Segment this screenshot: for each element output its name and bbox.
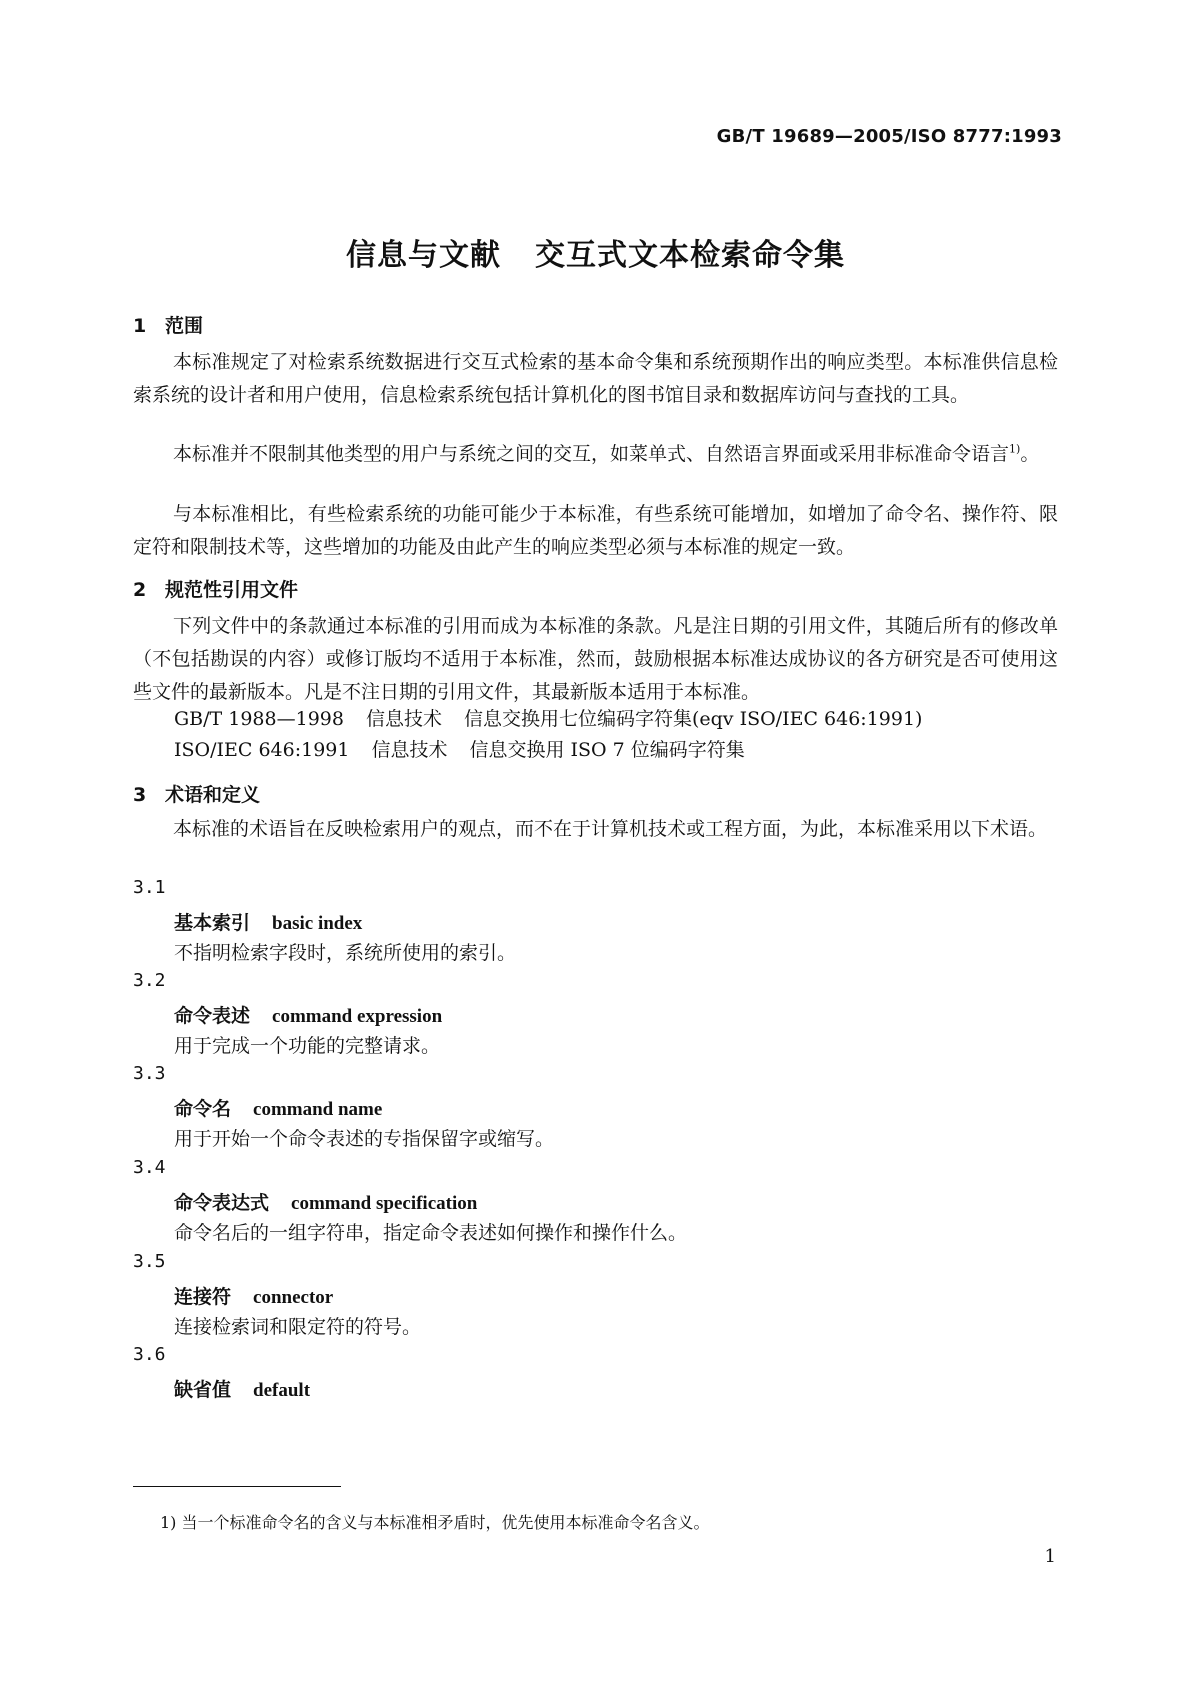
- section-title: 术语和定义: [165, 784, 261, 806]
- reference-field: 信息技术: [371, 739, 448, 761]
- paragraph-scope-3: 与本标准相比，有些检索系统的功能可能少于本标准，有些系统可能增加，如增加了命令名、操作符、限定符和限制技术等，这些增加的功能及由此产生的响应类型必须与本标准的规定一致。: [133, 503, 1058, 558]
- section-number: 1: [133, 315, 147, 337]
- term-english: basic index: [272, 913, 363, 934]
- reference-title: 信息交换用七位编码字符集(eqv ISO/IEC 646:1991): [463, 708, 923, 730]
- footnote: 1) 当一个标准命令名的含义与本标准相矛盾时，优先使用本标准命令名含义。: [160, 1513, 710, 1532]
- paragraph-text: 本标准并不限制其他类型的用户与系统之间的交互，如菜单式、自然语言界面或采用非标准命令语言: [173, 443, 1010, 465]
- term-number: 3.4: [133, 1157, 166, 1178]
- term-definition: 不指明检索字段时，系统所使用的索引。: [174, 942, 517, 964]
- term-english: command specification: [291, 1193, 478, 1214]
- section-number: 2: [133, 579, 147, 601]
- reference-code: ISO/IEC 646:1991: [174, 739, 350, 761]
- term-definition: 用于完成一个功能的完整请求。: [174, 1035, 441, 1057]
- term-definition: 用于开始一个命令表述的专指保留字或缩写。: [174, 1128, 555, 1150]
- term-chinese: 命令表述: [174, 1005, 251, 1027]
- section-heading-3: [133, 780, 260, 807]
- term-entry: [174, 1094, 382, 1121]
- term-entry: [174, 1188, 477, 1215]
- term-english: connector: [253, 1287, 334, 1308]
- reference-item: [174, 735, 745, 762]
- paragraph-terms-intro: 本标准的术语旨在反映检索用户的观点，而不在于计算机技术或工程方面，为此，本标准采用以下术语。: [173, 818, 1048, 840]
- term-number: 3.5: [133, 1251, 166, 1272]
- footnote-marker: 1): [1009, 442, 1021, 456]
- reference-field: 信息技术: [365, 708, 442, 730]
- term-number: 3.6: [133, 1344, 166, 1365]
- title-part-2: 交互式文本检索命令集: [535, 238, 845, 273]
- paragraph-normative-references: 下列文件中的条款通过本标准的引用而成为本标准的条款。凡是注日期的引用文件，其随后所有的修改单（不包括勘误的内容）或修订版均不适用于本标准，然而，鼓励根据本标准达成协议的各方研究是否可使用这些文件的最新版本。凡是不注日期的引用文件，其最新版本适用于本标准。: [133, 615, 1058, 703]
- term-entry: [174, 1001, 442, 1028]
- paragraph-scope-2: [133, 438, 1058, 471]
- term-number: 3.3: [133, 1063, 166, 1084]
- standard-number-header: GB/T 19689—2005/ISO 8777:1993: [716, 126, 1062, 147]
- term-chinese: 缺省值: [174, 1379, 232, 1401]
- term-chinese: 基本索引: [174, 912, 251, 934]
- reference-title: 信息交换用 ISO 7 位编码字符集: [469, 739, 745, 761]
- term-english: command name: [253, 1099, 383, 1120]
- title-part-1: 信息与文献: [346, 238, 501, 273]
- section-heading-1: [133, 311, 203, 338]
- paragraph-end: 。: [1020, 443, 1040, 465]
- section-title: 范围: [165, 315, 204, 337]
- document-title: [0, 230, 1191, 274]
- reference-code: GB/T 1988—1998: [174, 708, 344, 730]
- term-definition: 连接检索词和限定符的符号。: [174, 1316, 422, 1338]
- section-heading-2: [133, 575, 298, 602]
- term-chinese: 连接符: [174, 1286, 232, 1308]
- term-number: 3.2: [133, 970, 166, 991]
- paragraph-scope-1: 本标准规定了对检索系统数据进行交互式检索的基本命令集和系统预期作出的响应类型。本标准供信息检索系统的设计者和用户使用，信息检索系统包括计算机化的图书馆目录和数据库访问与查找的工具。: [133, 351, 1058, 406]
- page-number: 1: [1044, 1546, 1056, 1567]
- reference-item: [174, 704, 922, 731]
- term-english: default: [253, 1380, 311, 1401]
- term-definition: 命令名后的一组字符串，指定命令表述如何操作和操作什么。: [174, 1222, 688, 1244]
- term-chinese: 命令名: [174, 1098, 232, 1120]
- term-english: command expression: [272, 1006, 443, 1027]
- term-entry: [174, 1375, 310, 1402]
- term-chinese: 命令表达式: [174, 1192, 270, 1214]
- term-entry: [174, 1282, 333, 1309]
- footnote-divider: [133, 1486, 341, 1487]
- term-entry: [174, 908, 362, 935]
- section-title: 规范性引用文件: [165, 579, 299, 601]
- term-number: 3.1: [133, 877, 166, 898]
- section-number: 3: [133, 784, 147, 806]
